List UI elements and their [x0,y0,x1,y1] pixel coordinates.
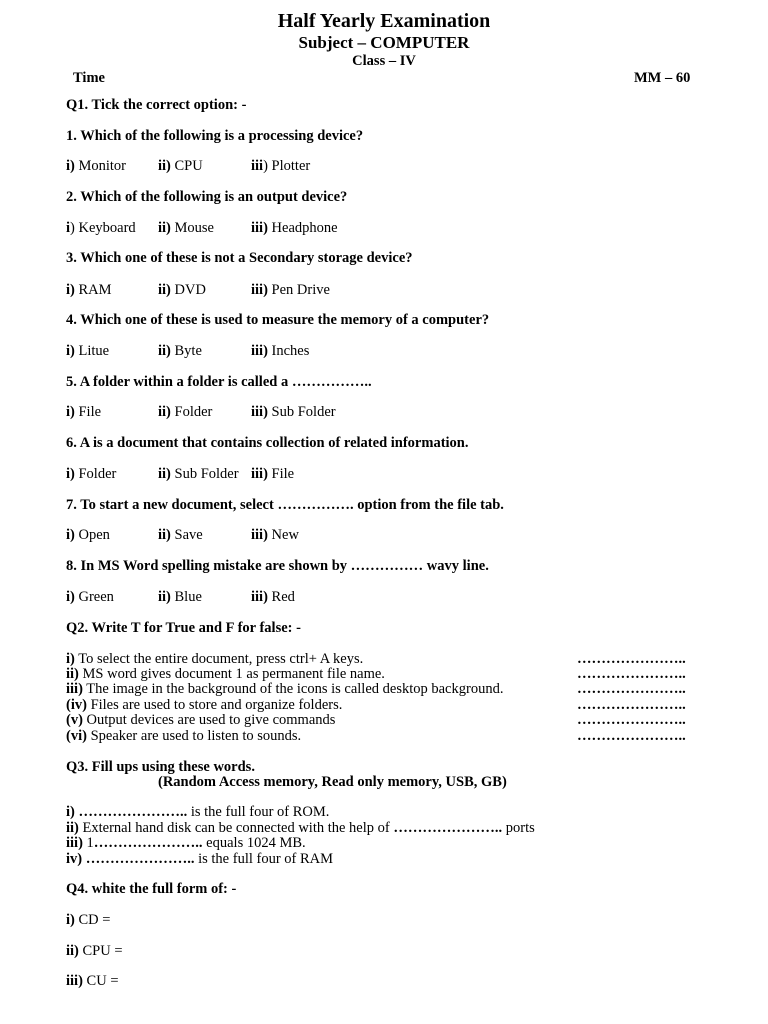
fill-up-item: i) ………………….. is the full four of ROM. [66,804,330,820]
option-3: iii) Headphone [251,220,338,236]
max-marks: MM – 60 [634,70,691,86]
q1-heading: Q1. Tick the correct option: - [66,97,247,113]
option-3: iii) Red [251,589,295,605]
fill-up-item: iii) 1………………….. equals 1024 MB. [66,835,306,851]
option-3: iii) Pen Drive [251,282,330,298]
answer-blank: ………………….. [577,728,686,744]
option-1: i) Keyboard [66,220,136,236]
option-3: iii) Inches [251,343,310,359]
true-false-item: (v) Output devices are used to give commands [66,712,336,728]
option-3: iii) New [251,527,299,543]
true-false-item: i) To select the entire document, press ctrl+ A keys. [66,651,364,667]
answer-blank: ………………….. [577,651,686,667]
option-2: ii) Byte [158,343,202,359]
class-line: Class – IV [352,53,416,69]
option-1: i) Green [66,589,114,605]
option-1: i) Open [66,527,110,543]
true-false-item: ii) MS word gives document 1 as permanent file name. [66,666,385,682]
option-1: i) Monitor [66,158,127,174]
option-3: iii) File [251,466,295,482]
answer-blank: ………………….. [577,666,686,682]
option-1: i) Folder [66,466,117,482]
fill-up-item: ii) External hand disk can be connected with the help of ………………….. ports [66,820,535,836]
question-text: 6. A is a document that contains collection of related information. [66,435,469,451]
option-2: ii) Save [158,527,203,543]
option-2: ii) Blue [158,589,202,605]
question-text: 1. Which of the following is a processing device? [66,128,364,144]
question-text: 4. Which one of these is used to measure the memory of a computer? [66,312,490,328]
q3-heading: Q3. Fill ups using these words. [66,759,255,775]
word-bank: (Random Access memory, Read only memory, USB, GB) [158,774,507,790]
question-text: 8. In MS Word spelling mistake are shown by …………… wavy line. [66,558,489,574]
true-false-item: iii) The image in the background of the icons is called desktop background. [66,681,504,697]
option-3: iii) Sub Folder [251,404,336,420]
q2-heading: Q2. Write T for True and F for false: - [66,620,301,636]
answer-blank: ………………….. [577,712,686,728]
option-2: ii) DVD [158,282,206,298]
option-2: ii) CPU [158,158,203,174]
option-1: i) File [66,404,102,420]
question-text: 2. Which of the following is an output device? [66,189,348,205]
question-text: 5. A folder within a folder is called a …………….. [66,374,372,390]
option-3: iii) Plotter [251,158,311,174]
option-1: i) Litue [66,343,110,359]
full-form-item: iii) CU = [66,973,119,989]
answer-blank: ………………….. [577,681,686,697]
answer-blank: ………………….. [577,697,686,713]
full-form-item: ii) CPU = [66,943,123,959]
true-false-item: (iv) Files are used to store and organize folders. [66,697,343,713]
true-false-item: (vi) Speaker are used to listen to sounds. [66,728,302,744]
subject-line: Subject – COMPUTER [298,33,470,52]
exam-title: Half Yearly Examination [277,10,491,32]
time-label: Time [73,70,105,86]
question-text: 3. Which one of these is not a Secondary storage device? [66,250,413,266]
fill-up-item: iv) ………………….. is the full four of RAM [66,851,334,867]
question-text: 7. To start a new document, select ……………. option from the file tab. [66,497,504,513]
option-2: ii) Mouse [158,220,214,236]
q4-heading: Q4. white the full form of: - [66,881,237,897]
option-2: ii) Sub Folder [158,466,239,482]
option-1: i) RAM [66,282,112,298]
full-form-item: i) CD = [66,912,111,928]
option-2: ii) Folder [158,404,213,420]
